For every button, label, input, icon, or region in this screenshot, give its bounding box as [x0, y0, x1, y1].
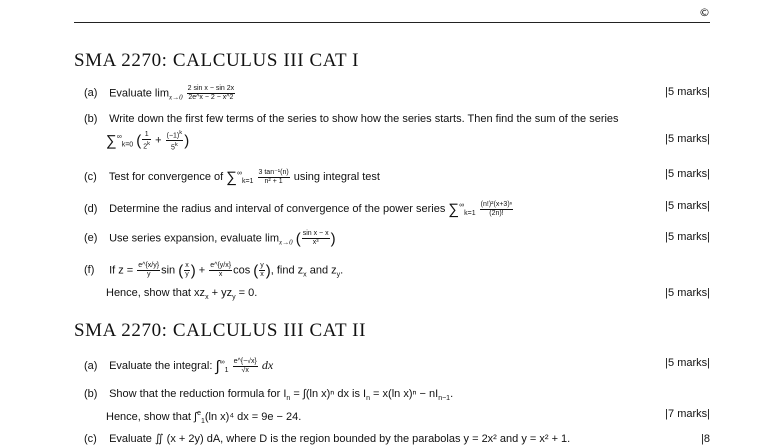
section-title-cat-2: SMA 2270: CALCULUS III CAT II: [74, 320, 367, 341]
question-1c: (c) Test for convergence of $\sum^\infty_{k=1}$ $\frac{\text{3 tan⁻¹(n)}}{\text{n² + 1}}$ using integral test |5 marks|: [84, 168, 710, 186]
section-title-cat-1: SMA 2270: CALCULUS III CAT I: [74, 50, 360, 71]
marks-2b: |7 marks|: [665, 408, 710, 420]
question-2c: (c) Evaluate ∬ (x + 2y) dA, where D is the region bounded by the parabolas y = 2x² and y = x² + 1. |8: [84, 433, 710, 445]
question-2a: (a) Evaluate the integral: $\int^\infty_1$ $\frac{e\^{}\{-√x\}}{√x}$ dx |5 marks|: [84, 357, 710, 375]
marks-1a: |5 marks|: [665, 86, 710, 98]
question-2b: (b) Show that the reduction formula for $I_n = \int(\ln$ x)ⁿ dx is $I_n = x(\ln$ $x)^n - nI_{n-1}$. Hence, show that ∫$^e_1$(ln x)⁴ dx = 9e − 24. |7 marks|: [84, 388, 710, 425]
marks-2c: |8: [701, 433, 710, 445]
marks-1b: |5 marks|: [665, 133, 710, 145]
header-rule: [74, 22, 710, 23]
marks-2a: |5 marks|: [665, 357, 710, 369]
copyright-symbol: ©: [699, 6, 710, 19]
question-1e: (e) Use series expansion, evaluate $\lim_{x\to 0}$ ( $\frac{\text{sin x − x}}{\text{x³}}$ ) |5 marks|: [84, 230, 710, 248]
marks-1f: |5 marks|: [665, 287, 710, 299]
question-1f: (f) If z = $\frac{e\^{}\{x/y\}}{y}$ sin ( $\frac{x}{y}$ ) + $\frac{e\^{}\{y/x\}}{x}$ cos ( $\frac{y}{x}$ ), find $z_x$ and $z_y$. Hence, show that $xz_x + yz_y = 0$. |5 marks|: [84, 262, 710, 301]
question-1a: (a) Evaluate $\lim_{x\to 0}$ $\frac{\text{2 sin x − sin 2x}}{2e\^{}x - 2 - x\^{}2}$ |5 marks|: [84, 85, 710, 102]
question-1d: (d) Determine the radius and interval of convergence of the power series $\sum^\infty_{k=1}$ $\frac{\text{(n!)²(x+3)ⁿ}}{(2n)!}$ |5 marks|: [84, 200, 710, 218]
marks-1d: |5 marks|: [665, 200, 710, 212]
question-1b: (b) Write down the first few terms of the series to show how the series starts. Then find the sum of the series $\sum^\infty_{k=0}$ ( $\frac{1}{2^k}$ + $\frac{(-1)^k}{5^k}$ ) |5 marks|: [84, 113, 710, 152]
marks-1e: |5 marks|: [665, 231, 710, 243]
marks-1c: |5 marks|: [665, 168, 710, 180]
